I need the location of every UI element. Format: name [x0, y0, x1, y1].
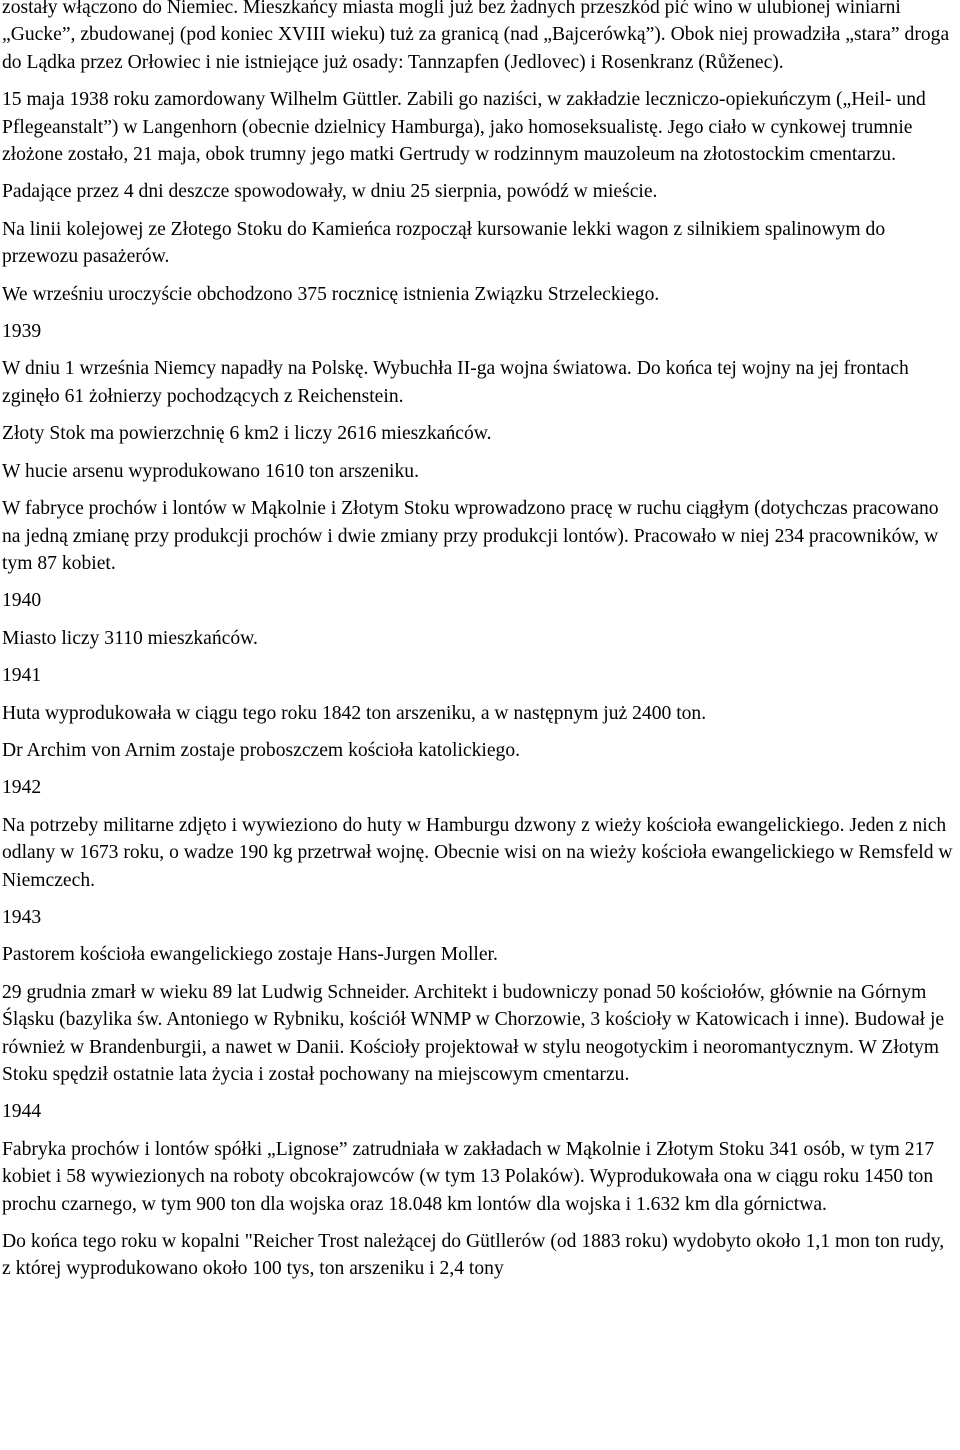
year-heading: 1939 [2, 321, 42, 343]
paragraph: Huta wyprodukowała w ciągu tego roku 1842 ton arszeniku, a w następnym już 2400 ton. [2, 702, 707, 724]
paragraph: Na linii kolejowej ze Złotego Stoku do Kamieńca rozpoczął kursowanie lekki wagon z silnikiem spalinowym do przewozu pasażerów. [2, 218, 886, 268]
document-body [2, 0, 956, 1293]
paragraph: Dr Archim von Arnim zostaje proboszczem kościoła katolickiego. [2, 739, 521, 761]
year-heading: 1944 [2, 1101, 42, 1123]
paragraph: Miasto liczy 3110 mieszkańców. [2, 627, 258, 649]
year-heading: 1940 [2, 590, 42, 612]
paragraph: Fabryka prochów i lontów spółki „Lignose” zatrudniała w zakładach w Mąkolnie i Złotym Stoku 341 osób, w tym 217 kobiet i 58 wywiezionych na roboty obcokrajowców (w tym 13 Polaków). Wyprodukowała ona w ciągu roku 1450 ton prochu czarnego, w tym 900 ton dla wojska oraz 18.048 km lontów dla wojska i 1.632 km dla górnictwa. [2, 1138, 935, 1215]
paragraph: W fabryce prochów i lontów w Mąkolnie i Złotym Stoku wprowadzono pracę w ruchu ciągłym (dotychczas pracowano na jedną zmianę przy produkcji prochów i dwie zmiany przy produkcji lontów). Pracowało w niej 234 pracowników, w tym 87 kobiet. [2, 498, 939, 574]
paragraph: zostały włączono do Niemiec. Mieszkańcy miasta mogli już bez żadnych przeszkód pić wino w ulubionej winiarni „Gucke”, zbudowanej (pod koniec XVIII wieku) tuż za granicą (nad „Bajcerówką”). Obok niej prowadziła „stara” droga do Lądka przez Orłowiec i nie istniejące już osady: Tannzapfen (Jedlovec) i Rosenkranz (Růženec). [2, 0, 950, 73]
paragraph: W hucie arsenu wyprodukowano 1610 ton arszeniku. [2, 460, 419, 482]
year-heading: 1942 [2, 777, 42, 799]
paragraph: Pastorem kościoła ewangelickiego zostaje Hans-Jurgen Moller. [2, 944, 498, 966]
paragraph: We wrześniu uroczyście obchodzono 375 rocznicę istnienia Związku Strzeleckiego. [2, 283, 660, 305]
paragraph: Na potrzeby militarne zdjęto i wywieziono do huty w Hamburgu dzwony z wieży kościoła ewangelickiego. Jeden z nich odlany w 1673 roku, o wadze 190 kg przetrwał wojnę. Obecnie wisi on na wieży kościoła ewangelickiego w Remsfeld w Niemczech. [2, 814, 953, 891]
paragraph: W dniu 1 września Niemcy napadły na Polskę. Wybuchła II-ga wojna światowa. Do końca tej wojny na jej frontach zginęło 61 żołnierzy pochodzących z Reichenstein. [2, 358, 909, 407]
paragraph: Padające przez 4 dni deszcze spowodowały, w dniu 25 sierpnia, powódź w mieście. [2, 181, 658, 203]
paragraph: Złoty Stok ma powierzchnię 6 km2 i liczy 2616 mieszkańców. [2, 423, 492, 445]
paragraph: Do końca tego roku w kopalni "Reicher Trost należącej do Gütllerów (od 1883 roku) wydobyto około 1,1 mon ton rudy, z której wyprodukowano około 100 tys, ton arszeniku i 2,4 tony [2, 1231, 945, 1280]
year-heading: 1941 [2, 665, 42, 687]
paragraph: 29 grudnia zmarł w wieku 89 lat Ludwig Schneider. Architekt i budowniczy ponad 50 kościołów, głównie na Górnym Śląsku (bazylika św. Antoniego w Rybniku, kościół WNMP w Chorzowie, 3 kościoły w Katowicach i inne). Budował je również w Brandenburgii, a nawet w Danii. Kościoły projektował w stylu neogotyckim i neoromantycznym. W Złotym Stoku spędził ostatnie lata życia i został pochowany na miejscowym cmentarzu. [2, 981, 945, 1085]
paragraph: 15 maja 1938 roku zamordowany Wilhelm Güttler. Zabili go naziści, w zakładzie leczniczo-opiekuńczym („Heil- und Pflegeanstalt”) w Langenhorn (obecnie dzielnicy Hamburga), jako homoseksualistę. Jego ciało w cynkowej trumnie złożone zostało, 21 maja, obok trumny jego matki Gertrudy w rodzinnym mauzoleum na złotostockim cmentarzu. [2, 89, 926, 166]
year-heading: 1943 [2, 906, 42, 928]
